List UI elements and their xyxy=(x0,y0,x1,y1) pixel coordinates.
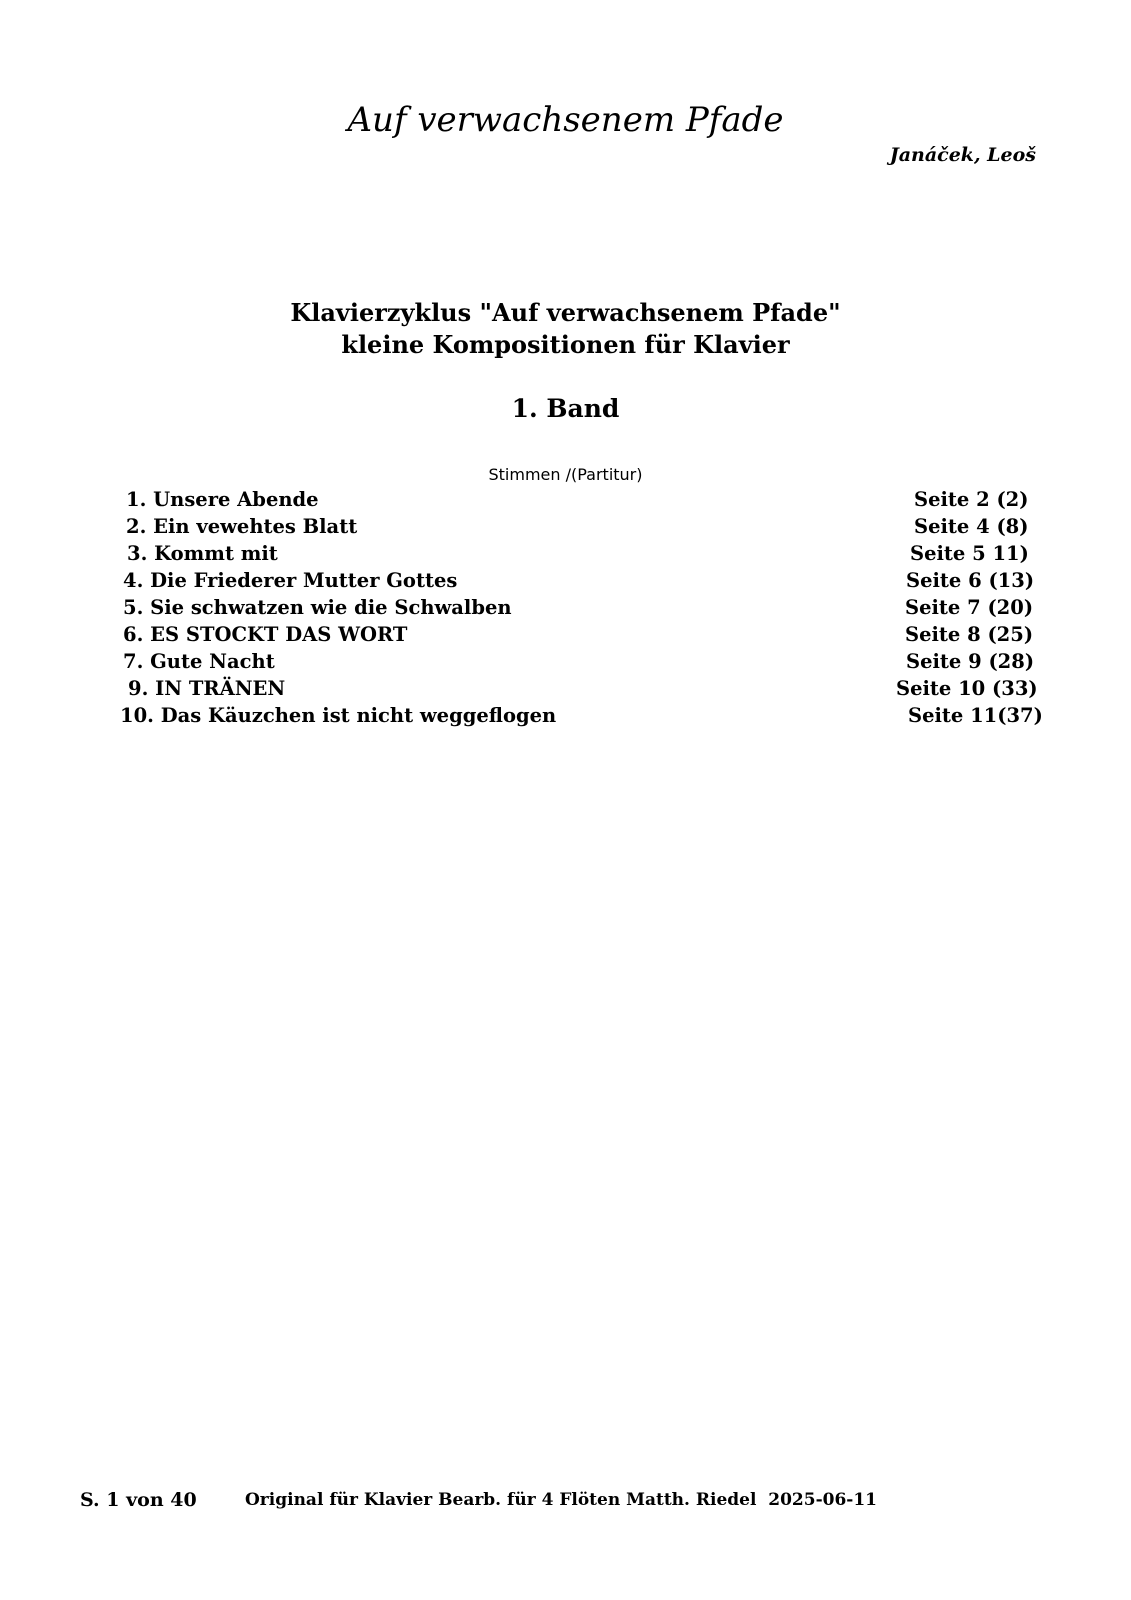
toc-row xyxy=(100,540,1058,567)
subtitle-line-2: kleine Kompositionen für Klavier xyxy=(341,330,790,359)
toc-row xyxy=(100,648,1058,675)
composer-name: Janáček, Leoš xyxy=(889,144,1036,166)
toc-entry-page: Seite 6 (13) xyxy=(906,569,1035,592)
footer-note: Original für Klavier Bearb. für 4 Flöten Matth. Riedel 2025-06-11 xyxy=(245,1490,878,1510)
toc-entry-title: 4. Die Friederer Mutter Gottes xyxy=(123,569,458,592)
toc-row xyxy=(100,567,1058,594)
toc-entry-title: 1. Unsere Abende xyxy=(126,488,319,511)
toc-entry-page: Seite 8 (25) xyxy=(905,623,1034,646)
toc-entry-title: 9. IN TRÄNEN xyxy=(128,677,286,700)
toc-entry-page: Seite 10 (33) xyxy=(896,677,1038,700)
toc-row xyxy=(100,621,1058,648)
toc-entry-title: 3. Kommt mit xyxy=(127,542,278,565)
toc-entry-title: 5. Sie schwatzen wie die Schwalben xyxy=(123,596,512,619)
toc-row xyxy=(100,675,1058,702)
toc-row xyxy=(100,513,1058,540)
page-number: S. 1 von 40 xyxy=(80,1489,197,1511)
toc-entry-page: Seite 2 (2) xyxy=(914,488,1029,511)
toc-entry-page: Seite 5 11) xyxy=(910,542,1029,565)
toc-row xyxy=(100,486,1058,513)
stimmen-label: Stimmen /(Partitur) xyxy=(488,465,643,484)
toc-entry-page: Seite 4 (8) xyxy=(914,515,1029,538)
document-title: Auf verwachsenem Pfade xyxy=(347,100,784,140)
subtitle-line-1: Klavierzyklus "Auf verwachsenem Pfade" xyxy=(290,298,841,327)
toc-entry-title: 7. Gute Nacht xyxy=(123,650,275,673)
toc-entry-title: 6. ES STOCKT DAS WORT xyxy=(123,623,408,646)
toc-entry-title: 2. Ein vewehtes Blatt xyxy=(126,515,358,538)
toc-entry-page: Seite 7 (20) xyxy=(905,596,1034,619)
toc-row xyxy=(100,594,1058,621)
toc-entry-page: Seite 11(37) xyxy=(908,704,1043,727)
toc-entry-page: Seite 9 (28) xyxy=(906,650,1035,673)
toc-entry-title: 10. Das Käuzchen ist nicht weggeflogen xyxy=(120,704,557,727)
table-of-contents xyxy=(100,486,1058,729)
band-heading: 1. Band xyxy=(511,394,620,423)
toc-row xyxy=(100,702,1058,729)
